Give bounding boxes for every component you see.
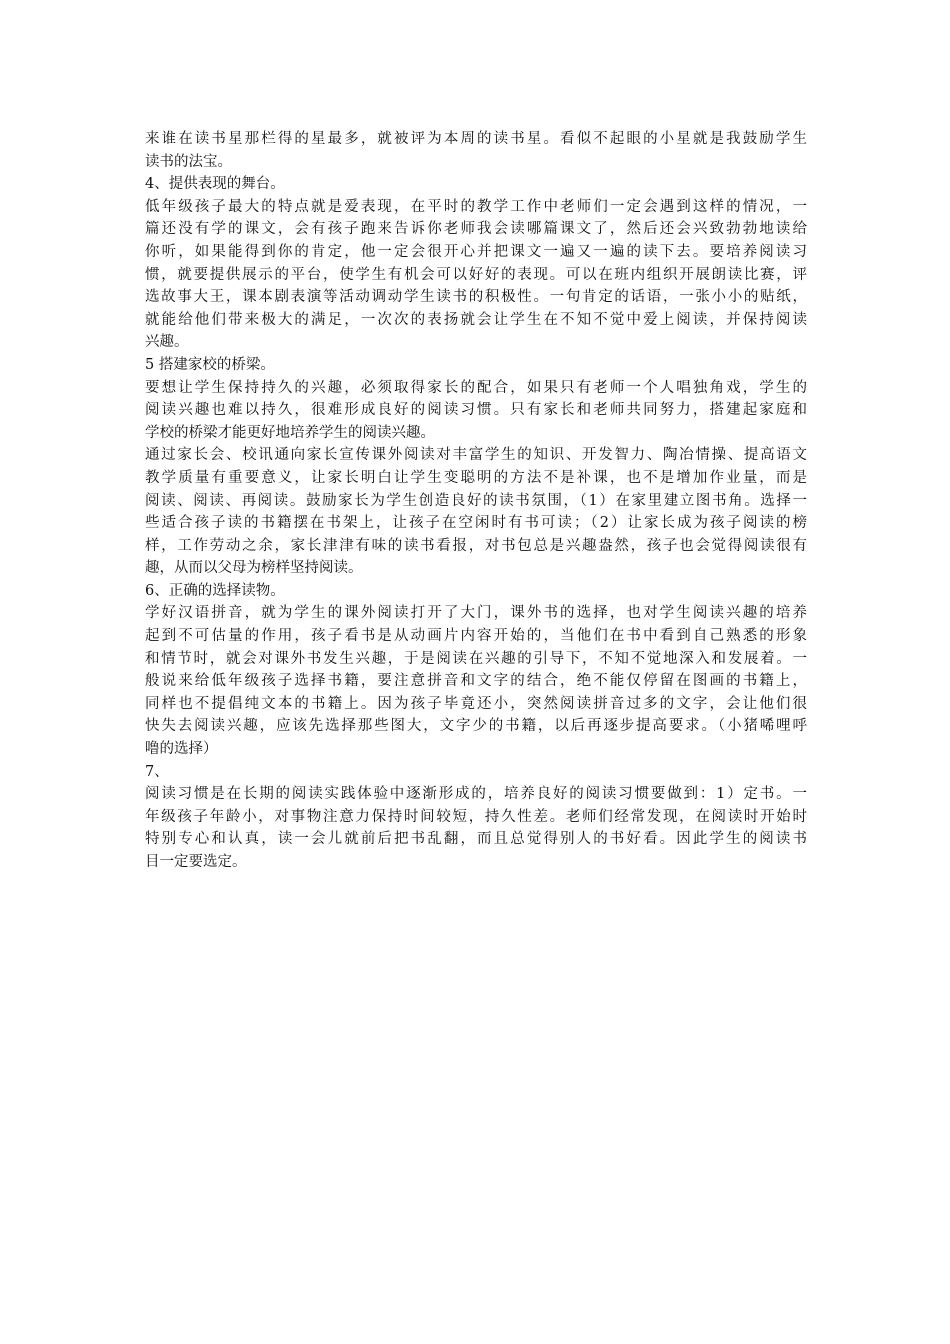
text-line: 就能给他们带来极大的满足，一次次的表扬就会让学生在不知不觉中爱上阅读，并保持阅读 [145, 311, 807, 328]
text-line: 阅读兴趣也难以持久，很难形成良好的阅读习惯。只有家长和老师共同努力，搭建起家庭和 [145, 402, 807, 419]
text-line: 读书的法宝。 [145, 153, 232, 170]
text-line: 要想让学生保持持久的兴趣，必须取得家长的配合，如果只有老师一个人唱独角戏，学生的 [145, 379, 807, 396]
text-line: 噜的选择） [145, 741, 218, 758]
text-line: 些适合孩子读的书籍摆在书架上，让孩子在空闲时有书可读；（2）让家长成为孩子阅读的榜 [145, 515, 807, 532]
text-line: 你听，如果能得到你的肯定，他一定会很开心并把课文一遍又一遍的读下去。要培养阅读习 [145, 243, 807, 260]
text-line: 学好汉语拼音，就为学生的课外阅读打开了大门，课外书的选择，也对学生阅读兴趣的培养 [145, 605, 807, 622]
text-line: 样，工作劳动之余，家长津津有味的读书看报，对书包总是兴趣盎然，孩子也会觉得阅读很有 [145, 537, 807, 554]
text-line: 来谁在读书星那栏得的星最多，就被评为本周的读书星。看似不起眼的小星就是我鼓励学生 [145, 131, 807, 147]
text-line: 通过家长会、校讯通向家长宣传课外阅读对丰富学生的知识、开发智力、陶冶情操、提高语文 [145, 447, 807, 464]
section-heading: 7、 [145, 763, 169, 780]
text-line: 特别专心和认真，读一会儿就前后把书乱翻，而且总觉得别人的书好看。因此学生的阅读书 [145, 831, 807, 848]
text-line: 目一定要选定。 [145, 854, 247, 870]
text-line: 和情节时，就会对课外书发生兴趣，于是阅读在兴趣的引导下，不知不觉地深入和发展着。一 [145, 650, 807, 667]
text-line: 低年级孩子最大的特点就是爱表现，在平时的教学工作中老师们一定会遇到这样的情况，一 [145, 198, 807, 215]
text-line: 年级孩子年龄小，对事物注意力保持时间较短，持久性差。老师们经常发现，在阅读时开始时 [145, 808, 807, 825]
text-line: 惯，就要提供展示的平台，使学生有机会可以好好的表现。可以在班内组织开展朗读比赛，评 [145, 266, 807, 283]
text-line: 阅读、阅读、再阅读。鼓励家长为学生创造良好的读书氛围，（1）在家里建立图书角。选择一 [145, 492, 807, 509]
text-line: 学校的桥梁才能更好地培养学生的阅读兴趣。 [145, 424, 435, 441]
text-line: 选故事大王，课本剧表演等活动调动学生读书的积极性。一句肯定的话语，一张小小的贴纸， [145, 289, 807, 306]
text-line: 同样也不提倡纯文本的书籍上。因为孩子毕竟还小，突然阅读拼音过多的文字，会让他们很 [145, 695, 807, 712]
text-line: 快失去阅读兴趣，应该先选择那些图大，文字少的书籍，以后再逐步提高要求。（小猪唏哩呼 [145, 718, 807, 735]
text-line: 篇还没有学的课文，会有孩子跑来告诉你老师我会读哪篇课文了，然后还会兴致勃勃地读给 [145, 221, 807, 238]
text-line: 般说来给低年级孩子选择书籍，要注意拼音和文字的结合，绝不能仅停留在图画的书籍上， [145, 673, 807, 690]
text-line: 趣，从而以父母为榜样坚持阅读。 [145, 560, 363, 577]
text-line: 教学质量有重要意义，让家长明白让学生变聪明的方法不是补课，也不是增加作业量，而是 [145, 469, 807, 486]
text-line: 阅读习惯是在长期的阅读实践体验中逐渐形成的，培养良好的阅读习惯要做到：1）定书。一 [145, 786, 807, 803]
text-line: 起到不可估量的作用，孩子看书是从动画片内容开始的，当他们在书中看到自己熟悉的形象 [145, 628, 807, 645]
section-heading: 4、提供表现的舞台。 [145, 176, 285, 193]
document-body [145, 128, 807, 874]
text-line: 兴趣。 [145, 334, 189, 351]
section-heading: 6、正确的选择读物。 [145, 582, 285, 599]
section-heading: 5 搭建家校的桥梁。 [145, 356, 275, 373]
